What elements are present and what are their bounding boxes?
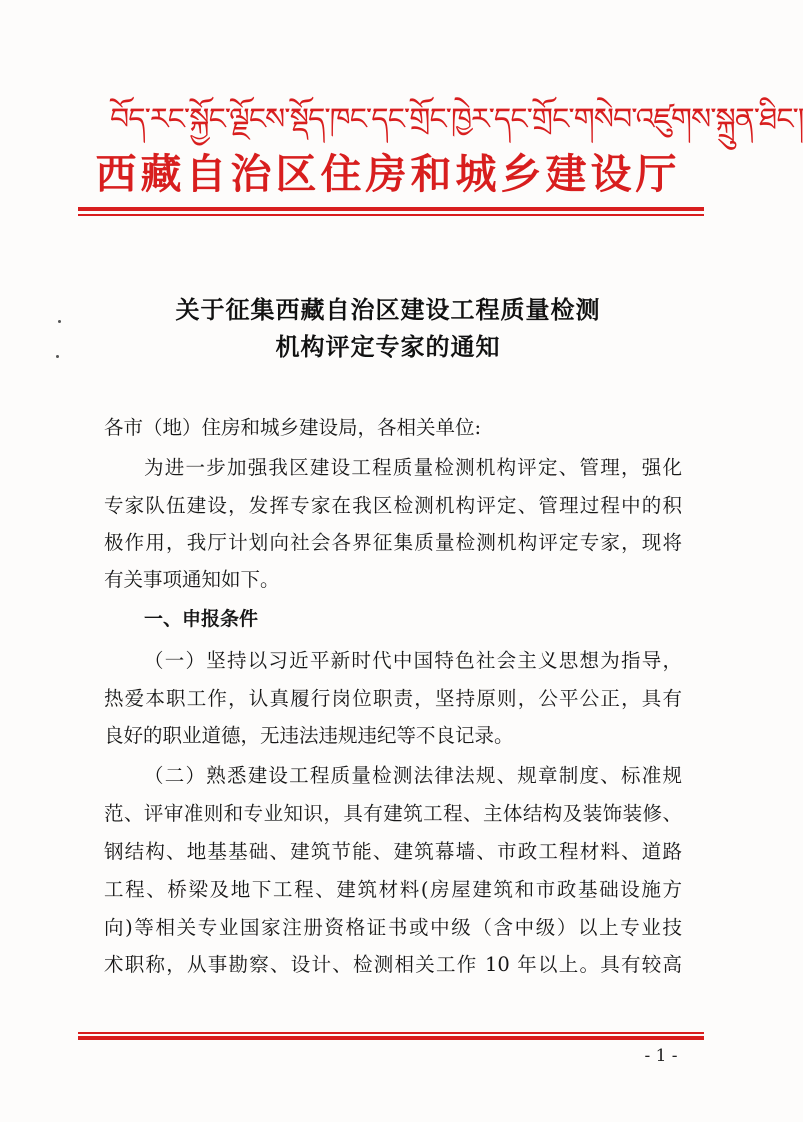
paragraph-line: 向)等相关专业国家注册资格证书或中级（含中级）以上专业技 bbox=[104, 916, 682, 939]
paragraph-line: 范、评审准则和专业知识，具有建筑工程、主体结构及装饰装修、 bbox=[104, 802, 682, 825]
paragraph-line: 为进一步加强我区建设工程质量检测机构评定、管理，强化 bbox=[144, 456, 682, 479]
footer-rule-thick bbox=[78, 1036, 704, 1040]
scan-speck bbox=[56, 355, 59, 358]
paragraph-line: 良好的职业道德，无违法违规违纪等不良记录。 bbox=[104, 724, 514, 747]
page-number: - 1 - bbox=[644, 1046, 678, 1066]
header-rule-thick bbox=[78, 207, 704, 211]
header-tibetan-name: བོད་རང་སྐྱོང་ལྗོངས་སྡོད་ཁང་དང་གྲོང་ཁྱེར་དང་གྲོང་གསེབ་འཛུགས་སྐྲུན་ཐིང་། bbox=[110, 102, 803, 137]
header-rule-thin bbox=[78, 214, 704, 216]
header-org-name: 西藏自治区住房和城乡建设厅 bbox=[95, 150, 681, 198]
paragraph-line: 极作用，我厅计划向社会各界征集质量检测机构评定专家，现将 bbox=[104, 531, 682, 554]
section-heading: 一、申报条件 bbox=[144, 608, 259, 630]
paragraph-line: 热爱本职工作，认真履行岗位职责，坚持原则，公平公正，具有 bbox=[104, 687, 682, 710]
paragraph-line: 专家队伍建设，发挥专家在我区检测机构评定、管理过程中的积 bbox=[104, 494, 682, 517]
document-title-line-2: 机构评定专家的通知 bbox=[275, 333, 501, 361]
paragraph-line: 术职称，从事勘察、设计、检测相关工作 10 年以上。具有较高 bbox=[104, 953, 682, 976]
salutation: 各市（地）住房和城乡建设局，各相关单位: bbox=[104, 416, 482, 439]
paragraph-line: （一）坚持以习近平新时代中国特色社会主义思想为指导， bbox=[144, 649, 682, 672]
scan-speck bbox=[58, 320, 61, 323]
paragraph-line: 有关事项通知如下。 bbox=[104, 568, 280, 591]
footer-rule-thin bbox=[78, 1032, 704, 1034]
paragraph-line: 工程、桥梁及地下工程、建筑材料(房屋建筑和市政基础设施方 bbox=[104, 878, 682, 901]
paragraph-line: 钢结构、地基基础、建筑节能、建筑幕墙、市政工程材料、道路 bbox=[104, 840, 682, 863]
document-title-line-1: 关于征集西藏自治区建设工程质量检测 bbox=[175, 296, 601, 324]
paragraph-line: （二）熟悉建设工程质量检测法律法规、规章制度、标准规 bbox=[144, 764, 682, 787]
